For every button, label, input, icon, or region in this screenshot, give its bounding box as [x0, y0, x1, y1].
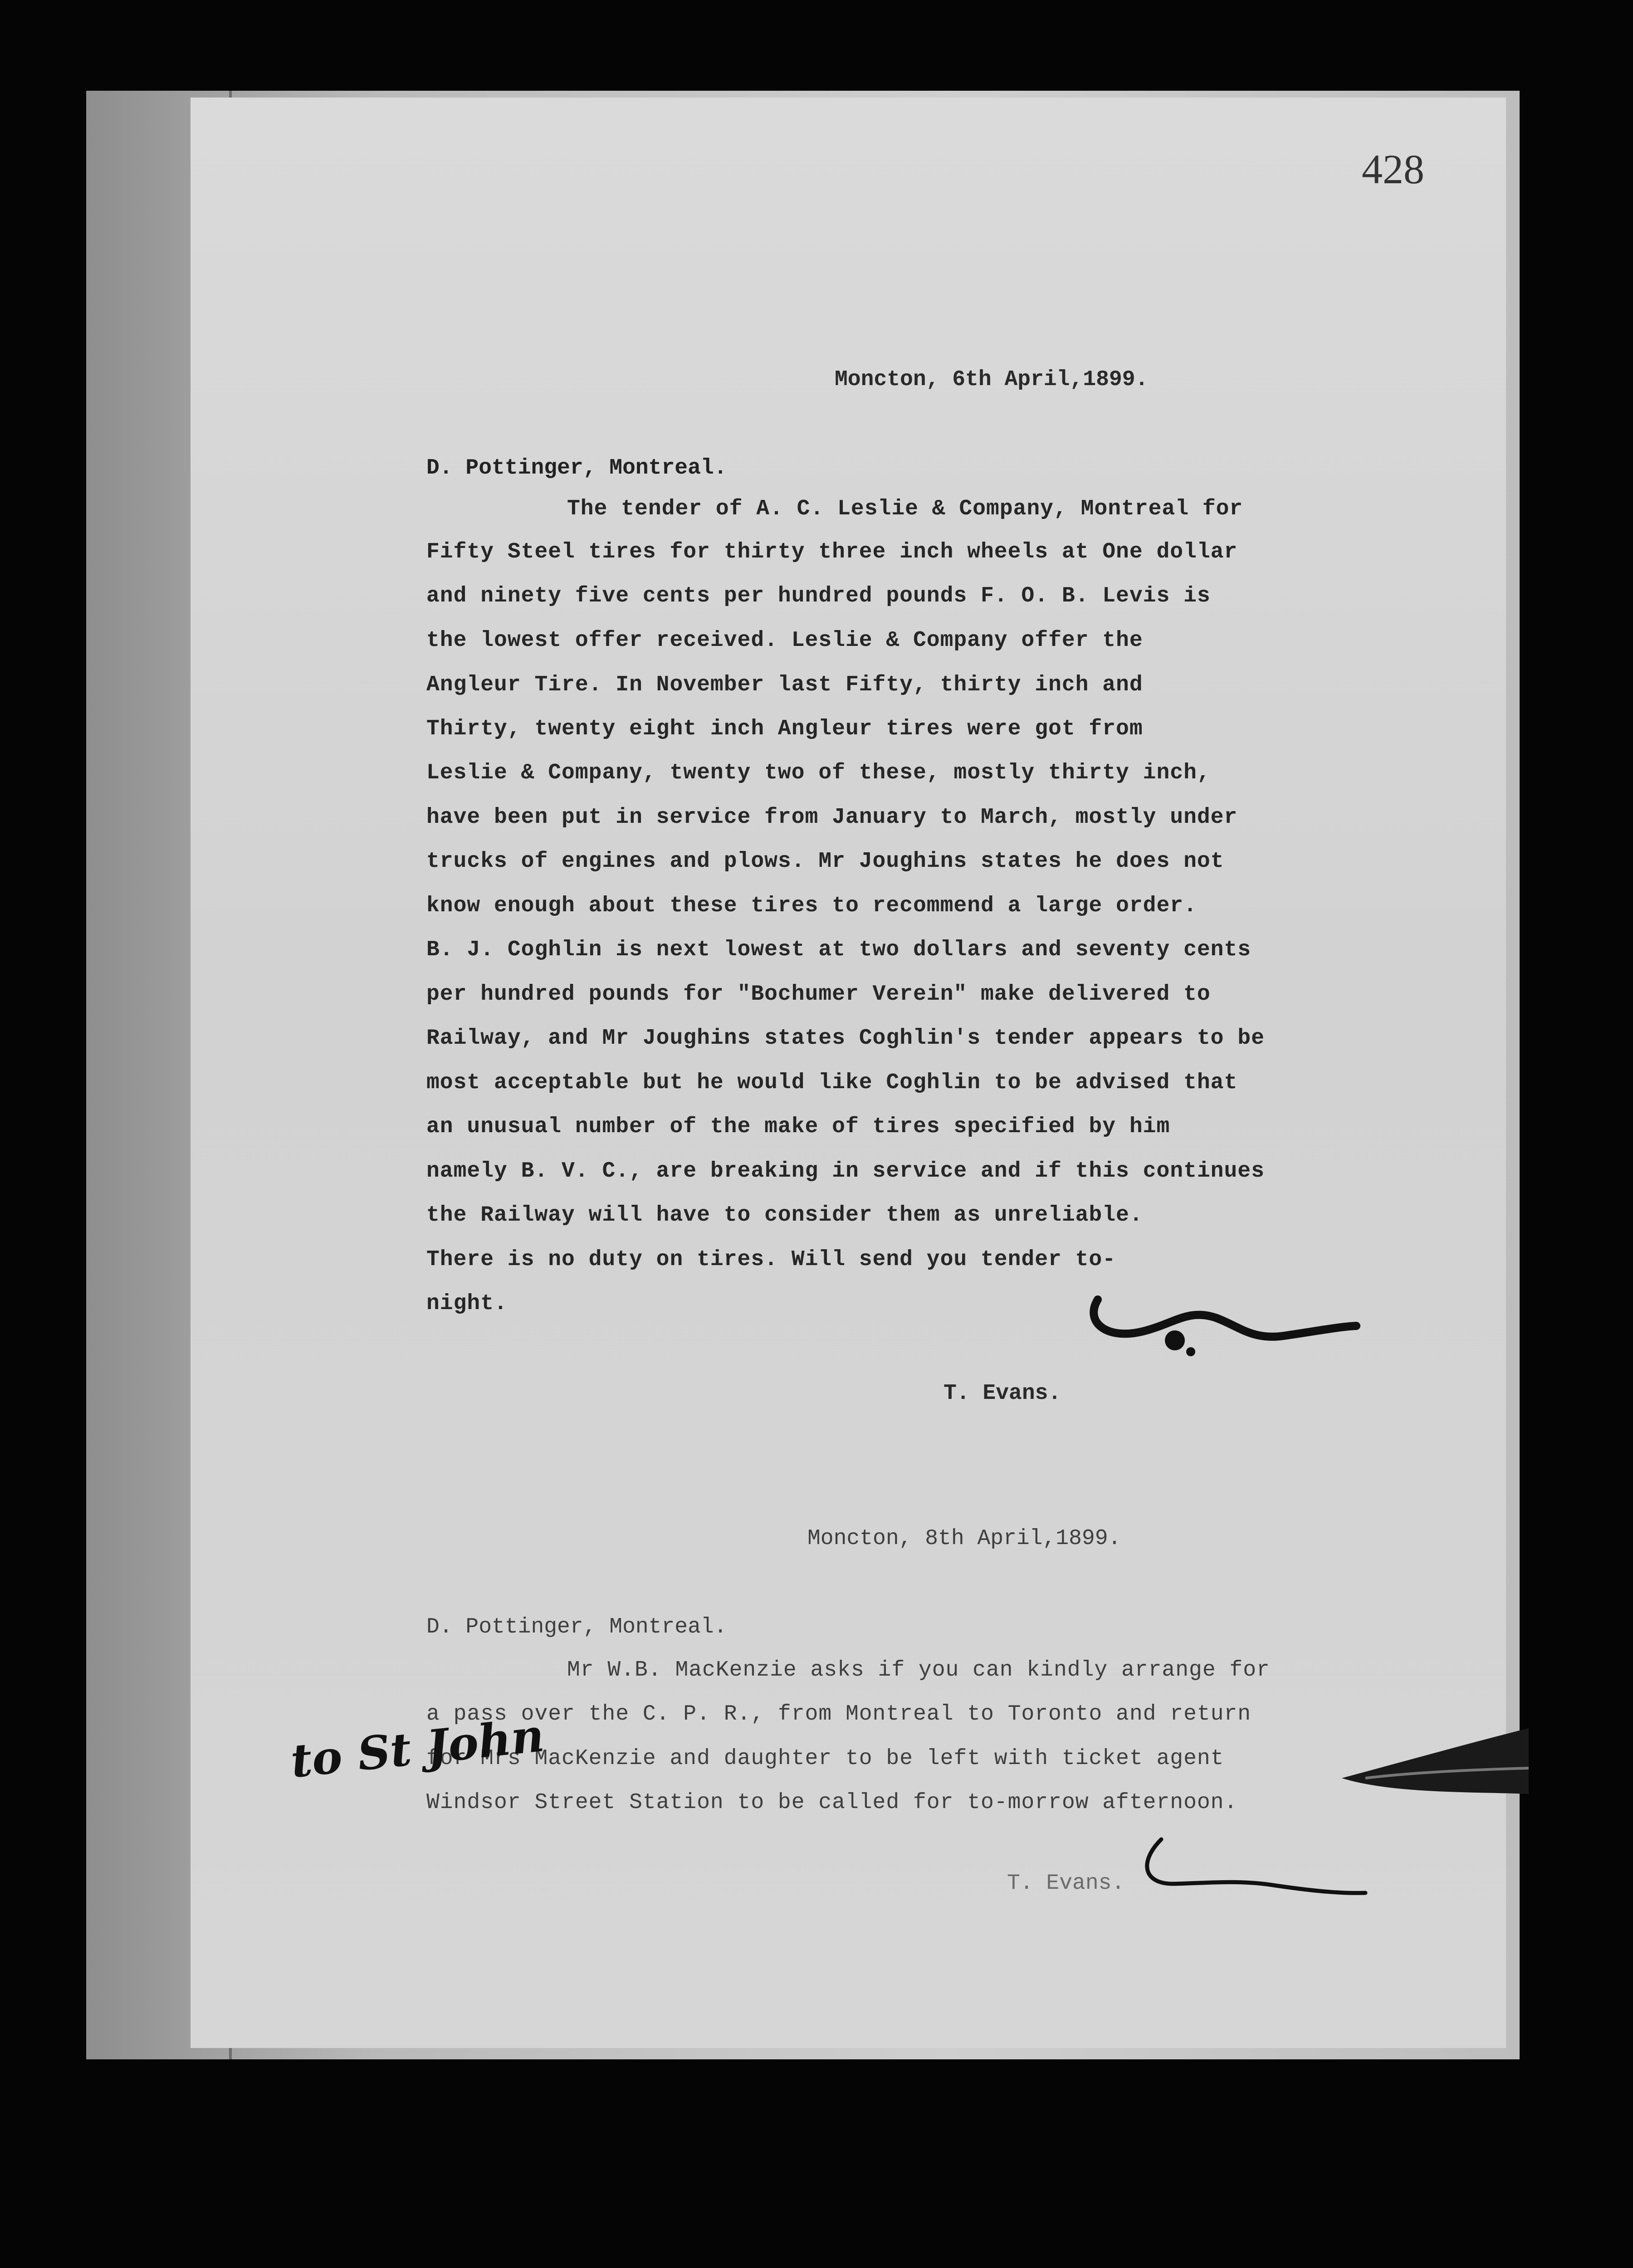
telegram-1-line: Leslie & Company, twenty two of these, mostly thirty inch, — [426, 761, 1211, 785]
pen-tip — [1338, 1715, 1529, 1810]
telegram-1-addressee: D. Pottinger, Montreal. — [426, 456, 727, 480]
telegram-1-signature: T. Evans. — [944, 1381, 1061, 1406]
telegram-1-line: have been put in service from January to March, mostly under — [426, 805, 1238, 830]
telegram-2-line: Windsor Street Station to be called for to-morrow afternoon. — [426, 1790, 1238, 1815]
telegram-1-line: the lowest offer received. Leslie & Company offer the — [426, 628, 1143, 653]
telegram-1-line: Fifty Steel tires for thirty three inch wheels at One dollar — [426, 540, 1238, 564]
telegram-1-line: know enough about these tires to recommend a large order. — [426, 894, 1197, 918]
page-number: 428 — [1362, 146, 1424, 192]
margin-note-text: to St John — [288, 1708, 547, 1788]
handwritten-initial-mark — [1134, 1830, 1370, 1903]
telegram-1-line: Thirty, twenty eight inch Angleur tires were got from — [426, 717, 1143, 741]
telegram-2-line: Mr W.B. MacKenzie asks if you can kindly arrange for — [567, 1658, 1270, 1682]
telegram-1-line: The tender of A. C. Leslie & Company, Montreal for — [567, 497, 1243, 521]
telegram-2-signature: T. Evans. — [1007, 1871, 1125, 1896]
telegram-2-dateline: Moncton, 8th April,1899. — [807, 1526, 1121, 1551]
telegram-1-line: night. — [426, 1291, 508, 1316]
telegram-2-line: a pass over the C. P. R., from Montreal to Toronto and return — [426, 1702, 1252, 1726]
document-page — [191, 98, 1506, 2048]
handwritten-margin-note — [288, 1703, 547, 1812]
telegram-1-line: the Railway will have to consider them as unreliable. — [426, 1203, 1143, 1227]
telegram-2-addressee: D. Pottinger, Montreal. — [426, 1615, 727, 1639]
telegram-1-line: namely B. V. C., are breaking in service and if this continues — [426, 1159, 1265, 1183]
telegram-1-line: There is no duty on tires. Will send you tender to- — [426, 1247, 1116, 1272]
telegram-2-line: for Mrs MacKenzie and daughter to be left with ticket agent — [426, 1746, 1224, 1771]
telegram-1-line: an unusual number of the make of tires specified by him — [426, 1114, 1170, 1139]
telegram-1-line: and ninety five cents per hundred pounds F. O. B. Levis is — [426, 584, 1211, 608]
telegram-1-line: per hundred pounds for "Bochumer Verein" make delivered to — [426, 982, 1211, 1007]
telegram-1-line: Railway, and Mr Joughins states Coghlin's tender appears to be — [426, 1026, 1265, 1051]
handwritten-initial-mark — [1080, 1272, 1361, 1363]
telegram-1-line: Angleur Tire. In November last Fifty, thirty inch and — [426, 673, 1143, 697]
telegram-1-line: B. J. Coghlin is next lowest at two dollars and seventy cents — [426, 938, 1252, 962]
telegram-1-line: trucks of engines and plows. Mr Joughins states he does not — [426, 849, 1224, 874]
telegram-1-dateline: Moncton, 6th April,1899. — [835, 367, 1149, 392]
telegram-1-line: most acceptable but he would like Coghlin to be advised that — [426, 1070, 1238, 1095]
